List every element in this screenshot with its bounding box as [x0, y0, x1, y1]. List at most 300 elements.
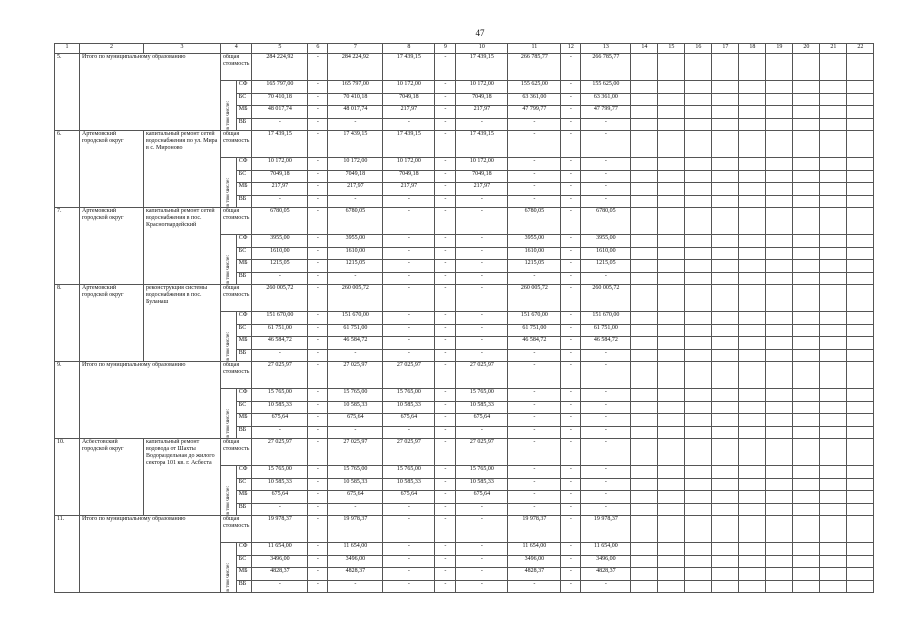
funding-value: 15 765,00: [252, 389, 308, 402]
empty-cell: [766, 466, 793, 479]
funding-value: 675,64: [383, 414, 435, 427]
funding-value: -: [252, 195, 308, 208]
empty-cell: [766, 235, 793, 248]
empty-cell: [847, 312, 874, 325]
funding-value: -: [581, 401, 631, 414]
column-number-header: 12: [561, 44, 581, 54]
empty-cell: [820, 285, 847, 312]
total-value: -: [456, 208, 508, 235]
total-value: -: [508, 362, 561, 389]
funding-value: -: [508, 389, 561, 402]
empty-cell: [631, 491, 658, 504]
empty-cell: [739, 170, 766, 183]
funding-value: 151 670,00: [328, 312, 383, 325]
funding-value: -: [435, 426, 456, 439]
funding-value: -: [456, 555, 508, 568]
funding-value: -: [383, 555, 435, 568]
total-value: -: [581, 439, 631, 466]
funding-value: 4828,37: [581, 568, 631, 581]
funding-source-code: ВБ: [236, 272, 252, 285]
funding-value: -: [456, 247, 508, 260]
empty-cell: [712, 568, 739, 581]
entry-number: 7.: [55, 208, 80, 285]
empty-cell: [820, 131, 847, 158]
funding-value: -: [308, 247, 328, 260]
funding-value: -: [252, 580, 308, 593]
funding-value: -: [328, 195, 383, 208]
empty-cell: [658, 272, 685, 285]
entry-total-label: Итого по муниципальному образованию: [80, 362, 221, 439]
funding-value: 10 172,00: [252, 158, 308, 171]
funding-value: 217,97: [252, 183, 308, 196]
total-value: 266 785,77: [581, 54, 631, 81]
funding-value: 1610,00: [252, 247, 308, 260]
empty-cell: [712, 81, 739, 94]
empty-cell: [685, 349, 712, 362]
including-label-text: в том числе:: [225, 409, 232, 438]
total-value: 19 978,37: [508, 516, 561, 543]
empty-cell: [739, 54, 766, 81]
empty-cell: [739, 285, 766, 312]
funding-value: -: [581, 183, 631, 196]
empty-cell: [658, 247, 685, 260]
funding-value: -: [383, 260, 435, 273]
funding-source-code: БС: [236, 478, 252, 491]
funding-value: -: [561, 389, 581, 402]
total-value: 27 025,97: [252, 362, 308, 389]
empty-cell: [793, 337, 820, 350]
empty-cell: [847, 93, 874, 106]
funding-value: -: [561, 118, 581, 131]
empty-cell: [712, 158, 739, 171]
funding-value: -: [561, 170, 581, 183]
empty-cell: [793, 580, 820, 593]
empty-cell: [847, 401, 874, 414]
funding-value: -: [308, 118, 328, 131]
funding-value: 10 585,33: [328, 478, 383, 491]
total-value: -: [508, 439, 561, 466]
funding-value: 10 585,33: [456, 478, 508, 491]
total-value: -: [308, 208, 328, 235]
funding-value: 3955,00: [252, 235, 308, 248]
column-number-header: 5: [252, 44, 308, 54]
funding-value: -: [383, 324, 435, 337]
empty-cell: [631, 543, 658, 556]
empty-cell: [685, 362, 712, 389]
empty-cell: [712, 272, 739, 285]
column-number-header: 20: [793, 44, 820, 54]
funding-value: -: [435, 183, 456, 196]
empty-cell: [685, 183, 712, 196]
empty-cell: [658, 106, 685, 119]
funding-value: -: [581, 414, 631, 427]
empty-cell: [793, 401, 820, 414]
funding-value: -: [508, 195, 561, 208]
empty-cell: [631, 516, 658, 543]
empty-cell: [685, 478, 712, 491]
including-label: [221, 389, 237, 439]
empty-cell: [766, 106, 793, 119]
entry-total-row: [55, 362, 874, 389]
empty-cell: [685, 93, 712, 106]
empty-cell: [712, 491, 739, 504]
total-value: 6780,05: [328, 208, 383, 235]
empty-cell: [847, 131, 874, 158]
object-name: капитальный ремонт водовода от Шахты Водораздельная до жилого сектора 101 кв. г. Асбеста: [144, 439, 221, 516]
total-value: 19 978,37: [581, 516, 631, 543]
empty-cell: [793, 426, 820, 439]
empty-cell: [766, 555, 793, 568]
empty-cell: [766, 247, 793, 260]
funding-value: -: [435, 170, 456, 183]
empty-cell: [793, 195, 820, 208]
funding-value: 10 585,33: [252, 478, 308, 491]
empty-cell: [658, 285, 685, 312]
empty-cell: [658, 414, 685, 427]
empty-cell: [685, 195, 712, 208]
funding-value: 61 751,00: [252, 324, 308, 337]
header-row: [55, 44, 874, 54]
empty-cell: [793, 491, 820, 504]
funding-value: 151 670,00: [252, 312, 308, 325]
funding-value: -: [308, 170, 328, 183]
funding-source-code: МБ: [236, 414, 252, 427]
funding-value: -: [308, 81, 328, 94]
empty-cell: [685, 285, 712, 312]
empty-cell: [739, 389, 766, 402]
municipality-name: Артемовский городской округ: [80, 285, 144, 362]
empty-cell: [820, 81, 847, 94]
funding-value: -: [561, 183, 581, 196]
empty-cell: [847, 54, 874, 81]
funding-value: -: [435, 401, 456, 414]
empty-cell: [631, 349, 658, 362]
funding-value: -: [456, 118, 508, 131]
empty-cell: [739, 426, 766, 439]
funding-value: -: [383, 118, 435, 131]
empty-cell: [766, 503, 793, 516]
empty-cell: [847, 426, 874, 439]
total-value: -: [561, 54, 581, 81]
including-label-text: в том числе:: [225, 101, 232, 130]
empty-cell: [658, 349, 685, 362]
total-value: -: [435, 362, 456, 389]
funding-value: 46 584,72: [581, 337, 631, 350]
funding-value: 61 751,00: [508, 324, 561, 337]
funding-value: 217,97: [383, 183, 435, 196]
column-number-header: 4: [221, 44, 252, 54]
total-value: 27 025,97: [328, 362, 383, 389]
funding-value: -: [456, 235, 508, 248]
funding-value: -: [383, 235, 435, 248]
empty-cell: [793, 285, 820, 312]
empty-cell: [712, 555, 739, 568]
empty-cell: [847, 337, 874, 350]
empty-cell: [631, 478, 658, 491]
total-value: 260 005,72: [508, 285, 561, 312]
funding-value: -: [508, 183, 561, 196]
empty-cell: [631, 183, 658, 196]
empty-cell: [631, 170, 658, 183]
empty-cell: [712, 54, 739, 81]
empty-cell: [658, 580, 685, 593]
empty-cell: [739, 478, 766, 491]
funding-value: 7049,18: [383, 170, 435, 183]
empty-cell: [712, 580, 739, 593]
empty-cell: [658, 93, 685, 106]
funding-value: 10 172,00: [328, 158, 383, 171]
funding-value: -: [456, 543, 508, 556]
funding-value: -: [308, 466, 328, 479]
empty-cell: [658, 362, 685, 389]
total-value: -: [435, 54, 456, 81]
empty-cell: [793, 312, 820, 325]
column-number-header: 19: [766, 44, 793, 54]
funding-value: 15 765,00: [252, 466, 308, 479]
empty-cell: [631, 260, 658, 273]
funding-value: -: [383, 349, 435, 362]
empty-cell: [820, 389, 847, 402]
funding-value: -: [435, 555, 456, 568]
empty-cell: [820, 208, 847, 235]
empty-cell: [820, 235, 847, 248]
empty-cell: [793, 349, 820, 362]
funding-value: -: [308, 580, 328, 593]
funding-value: -: [561, 260, 581, 273]
empty-cell: [739, 555, 766, 568]
empty-cell: [631, 426, 658, 439]
empty-cell: [820, 401, 847, 414]
object-name: капитальный ремонт сетей водоснабжения по ул. Мира в с. Мироново: [144, 131, 221, 208]
funding-table: [54, 43, 874, 593]
empty-cell: [739, 491, 766, 504]
including-label-text: в том числе:: [225, 332, 232, 361]
funding-value: -: [252, 503, 308, 516]
funding-value: -: [435, 580, 456, 593]
entry-total-row: [55, 439, 874, 466]
funding-source-code: ВБ: [236, 349, 252, 362]
funding-value: -: [561, 543, 581, 556]
empty-cell: [685, 491, 712, 504]
empty-cell: [712, 208, 739, 235]
empty-cell: [631, 54, 658, 81]
funding-value: -: [383, 272, 435, 285]
funding-value: 217,97: [456, 183, 508, 196]
empty-cell: [712, 414, 739, 427]
total-cost-label: общая стоимость: [221, 131, 252, 158]
empty-cell: [658, 158, 685, 171]
empty-cell: [685, 414, 712, 427]
funding-value: 675,64: [252, 491, 308, 504]
funding-value: 675,64: [383, 491, 435, 504]
funding-source-code: СФ: [236, 235, 252, 248]
empty-cell: [712, 131, 739, 158]
empty-cell: [739, 324, 766, 337]
empty-cell: [766, 312, 793, 325]
empty-cell: [766, 349, 793, 362]
funding-value: 1610,00: [328, 247, 383, 260]
funding-value: 63 361,00: [508, 93, 561, 106]
funding-value: -: [435, 349, 456, 362]
empty-cell: [685, 555, 712, 568]
funding-value: 10 172,00: [456, 81, 508, 94]
total-cost-label: общая стоимость: [221, 208, 252, 235]
funding-value: 11 654,00: [252, 543, 308, 556]
empty-cell: [631, 285, 658, 312]
empty-cell: [712, 337, 739, 350]
empty-cell: [739, 337, 766, 350]
funding-value: -: [252, 426, 308, 439]
including-label: [221, 312, 237, 362]
empty-cell: [793, 208, 820, 235]
empty-cell: [847, 349, 874, 362]
funding-value: -: [252, 118, 308, 131]
empty-cell: [685, 208, 712, 235]
total-value: -: [561, 362, 581, 389]
empty-cell: [793, 235, 820, 248]
empty-cell: [685, 272, 712, 285]
empty-cell: [766, 516, 793, 543]
column-number-header: 21: [820, 44, 847, 54]
empty-cell: [631, 235, 658, 248]
empty-cell: [631, 312, 658, 325]
funding-value: -: [328, 426, 383, 439]
funding-value: -: [508, 118, 561, 131]
including-label: [221, 466, 237, 516]
empty-cell: [631, 337, 658, 350]
empty-cell: [685, 516, 712, 543]
empty-cell: [847, 106, 874, 119]
empty-cell: [658, 568, 685, 581]
empty-cell: [658, 401, 685, 414]
empty-cell: [685, 118, 712, 131]
funding-value: 675,64: [328, 491, 383, 504]
empty-cell: [847, 478, 874, 491]
funding-value: -: [581, 118, 631, 131]
funding-value: -: [508, 491, 561, 504]
empty-cell: [766, 195, 793, 208]
empty-cell: [739, 349, 766, 362]
empty-cell: [766, 426, 793, 439]
total-value: 17 439,15: [383, 54, 435, 81]
funding-value: 10 585,33: [252, 401, 308, 414]
empty-cell: [766, 324, 793, 337]
total-value: -: [435, 131, 456, 158]
empty-cell: [766, 170, 793, 183]
empty-cell: [631, 503, 658, 516]
empty-cell: [631, 272, 658, 285]
empty-cell: [685, 543, 712, 556]
total-value: -: [561, 439, 581, 466]
empty-cell: [739, 81, 766, 94]
funding-value: 165 797,00: [328, 81, 383, 94]
funding-value: 4828,37: [508, 568, 561, 581]
empty-cell: [793, 158, 820, 171]
empty-cell: [658, 195, 685, 208]
funding-value: -: [308, 414, 328, 427]
funding-value: 151 670,00: [581, 312, 631, 325]
empty-cell: [793, 362, 820, 389]
funding-value: -: [435, 81, 456, 94]
funding-value: -: [561, 337, 581, 350]
funding-value: -: [561, 81, 581, 94]
empty-cell: [739, 208, 766, 235]
empty-cell: [658, 81, 685, 94]
funding-value: -: [328, 580, 383, 593]
funding-value: -: [561, 106, 581, 119]
empty-cell: [658, 260, 685, 273]
column-number-header: 17: [712, 44, 739, 54]
funding-value: -: [308, 235, 328, 248]
total-value: -: [435, 285, 456, 312]
funding-value: -: [561, 580, 581, 593]
funding-source-code: ВБ: [236, 580, 252, 593]
empty-cell: [631, 81, 658, 94]
empty-cell: [847, 439, 874, 466]
empty-cell: [712, 439, 739, 466]
empty-cell: [712, 543, 739, 556]
empty-cell: [712, 389, 739, 402]
funding-value: -: [308, 272, 328, 285]
funding-value: -: [435, 324, 456, 337]
empty-cell: [793, 272, 820, 285]
funding-source-code: БС: [236, 555, 252, 568]
empty-cell: [685, 312, 712, 325]
empty-cell: [793, 118, 820, 131]
total-value: 17 439,15: [383, 131, 435, 158]
empty-cell: [766, 208, 793, 235]
empty-cell: [739, 106, 766, 119]
empty-cell: [766, 337, 793, 350]
funding-value: 1215,05: [328, 260, 383, 273]
funding-value: -: [456, 324, 508, 337]
empty-cell: [658, 555, 685, 568]
empty-cell: [685, 235, 712, 248]
total-value: -: [435, 208, 456, 235]
empty-cell: [712, 195, 739, 208]
funding-value: -: [308, 401, 328, 414]
empty-cell: [631, 247, 658, 260]
funding-value: -: [561, 491, 581, 504]
empty-cell: [766, 478, 793, 491]
funding-value: -: [383, 337, 435, 350]
empty-cell: [658, 439, 685, 466]
column-number-header: 16: [685, 44, 712, 54]
empty-cell: [793, 170, 820, 183]
empty-cell: [820, 503, 847, 516]
entry-number: 11.: [55, 516, 80, 593]
empty-cell: [712, 503, 739, 516]
empty-cell: [631, 362, 658, 389]
total-value: -: [308, 516, 328, 543]
funding-value: 1610,00: [508, 247, 561, 260]
funding-value: -: [508, 272, 561, 285]
funding-value: -: [508, 580, 561, 593]
total-cost-label: общая стоимость: [221, 54, 252, 81]
empty-cell: [793, 93, 820, 106]
funding-source-code: СФ: [236, 543, 252, 556]
empty-cell: [766, 131, 793, 158]
total-value: -: [383, 285, 435, 312]
empty-cell: [739, 568, 766, 581]
empty-cell: [820, 260, 847, 273]
funding-value: -: [435, 195, 456, 208]
column-number-header: 2: [80, 44, 144, 54]
funding-value: 10 585,33: [328, 401, 383, 414]
empty-cell: [631, 208, 658, 235]
empty-cell: [739, 93, 766, 106]
empty-cell: [631, 401, 658, 414]
